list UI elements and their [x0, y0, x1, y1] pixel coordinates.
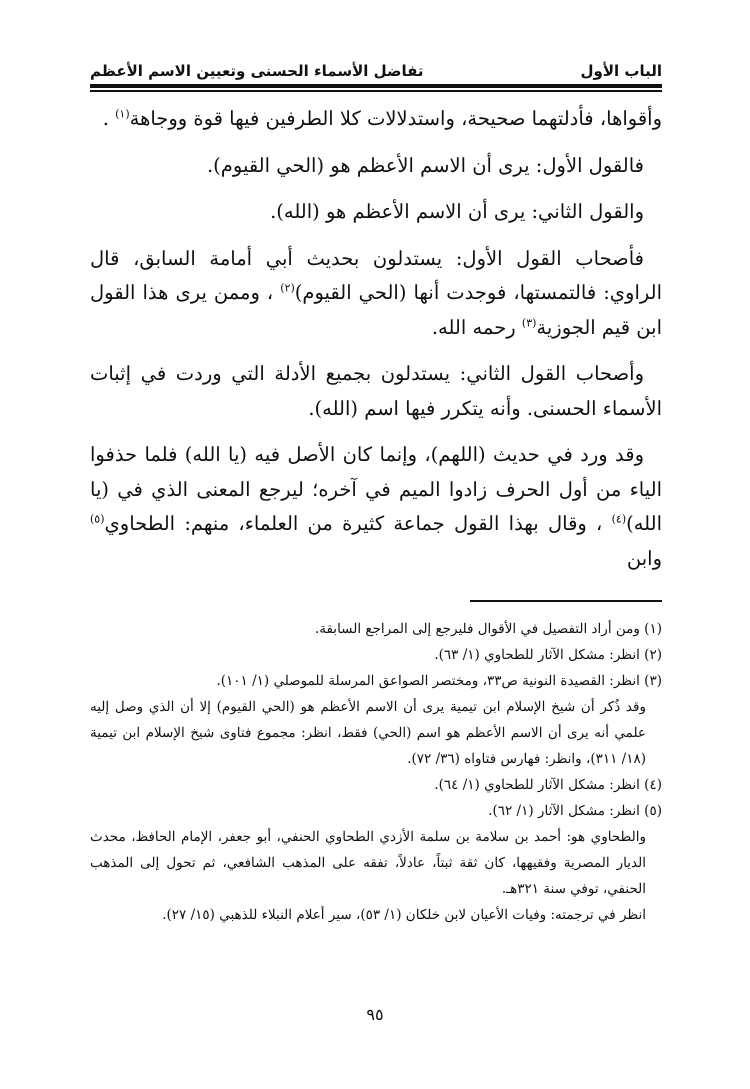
paragraph-4: فأصحاب القول الأول: يستدلون بحديث أبي أمامة السابق، قال الراوي: فالتمستها، فوجدت أنها (الحي القيوم)$^{(٢)}$ ، وممن يرى هذا القول ابن قيم الجوزية$^{(٣)}$ رحمه الله.	[90, 246, 663, 339]
paragraph-2: فالقول الأول: يرى أن الاسم الأعظم هو (الحي القيوم).	[206, 153, 644, 177]
main-text	[90, 102, 662, 576]
footnote-2: (٢) انظر: مشكل الآثار للطحاوي (١/ ٦٣).	[434, 646, 662, 663]
running-header	[90, 52, 662, 80]
footnote-ref-5: (٥)	[90, 512, 105, 526]
footnote-3-continuation: وقد ذُكر أن شيخ الإسلام ابن تيمية يرى أن الاسم الأعظم هو (الحي القيوم) إلا أن الذي وصل إليه علمي أنه يرى أن الاسم الأعظم هو اسم (الحي) فقط، انظر: مجموع فتاوى شيخ الإسلام ابن تيمية (١٨/ ٣١١)، وانظر: فهارس فتاواه (٣٦/ ٧٢).	[90, 698, 646, 767]
header-rule	[90, 84, 662, 92]
chapter-title: تفاضل الأسماء الحسنى وتعيين الاسم الأعظم	[90, 62, 424, 80]
footnote-4: (٤) انظر: مشكل الآثار للطحاوي (١/ ٦٤).	[434, 776, 662, 793]
footnote-5: (٥) انظر: مشكل الآثار (١/ ٦٢).	[488, 802, 662, 819]
paragraph-1: وأقواها، فأدلتهما صحيحة، واستدلالات كلا الطرفين فيها قوة ووجاهة$^{(١)}$ .	[102, 107, 662, 130]
footnote-ref-2: (٢)	[280, 281, 295, 295]
footnote-ref-3: (٣)	[521, 316, 537, 329]
footnote-5-sources: انظر في ترجمته: وفيات الأعيان لابن خلكان (١/ ٥٣)، سير أعلام النبلاء للذهبي (١٥/ ٢٧).	[162, 906, 646, 923]
chapter-label: الباب الأول	[580, 62, 662, 80]
paragraph-5: وأصحاب القول الثاني: يستدلون بجميع الأدلة التي وردت في إثبات الأسماء الحسنى. وأنه يتكرر فيها اسم (الله).	[90, 362, 662, 420]
footnote-separator	[470, 600, 662, 602]
page-number: ٩٥	[366, 1005, 384, 1024]
footnote-3: (٣) انظر: القصيدة النونية ص٣٣، ومختصر الصواعق المرسلة للموصلي (١/ ١٠١).	[216, 672, 662, 689]
paragraph-3: والقول الثاني: يرى أن الاسم الأعظم هو (الله).	[270, 200, 644, 223]
footnotes	[90, 616, 662, 928]
footnote-5-bio: والطحاوي هو: أحمد بن سلامة بن سلمة الأزدي الطحاوي الحنفي، أبو جعفر، الإمام الحافظ، محدث الديار المصرية وفقيهها، كان ثقة ثبتاً، عادلاً، تفقه على المذهب الشافعي، ثم تحول إلى المذهب الحنفي، توفي سنة ٣٢١هـ.	[90, 828, 646, 897]
footnote-ref-4: (٤)	[611, 512, 627, 526]
paragraph-6: وقد ورد في حديث (اللهم)، وإنما كان الأصل فيه (يا الله) فلما حذفوا الياء من أول الحرف زادوا الميم في آخره؛ ليرجع المعنى الذي في (يا الله)$^{(٤)}$ ، وقال بهذا القول جماعة كثيرة من العلماء، منهم: الطحاوي$^{(٥)}$ وابن	[90, 443, 663, 570]
footnote-1: (١) ومن أراد التفصيل في الأقوال فليرجع إلى المراجع السابقة.	[314, 620, 662, 637]
footnote-ref-1: (١)	[115, 107, 130, 121]
